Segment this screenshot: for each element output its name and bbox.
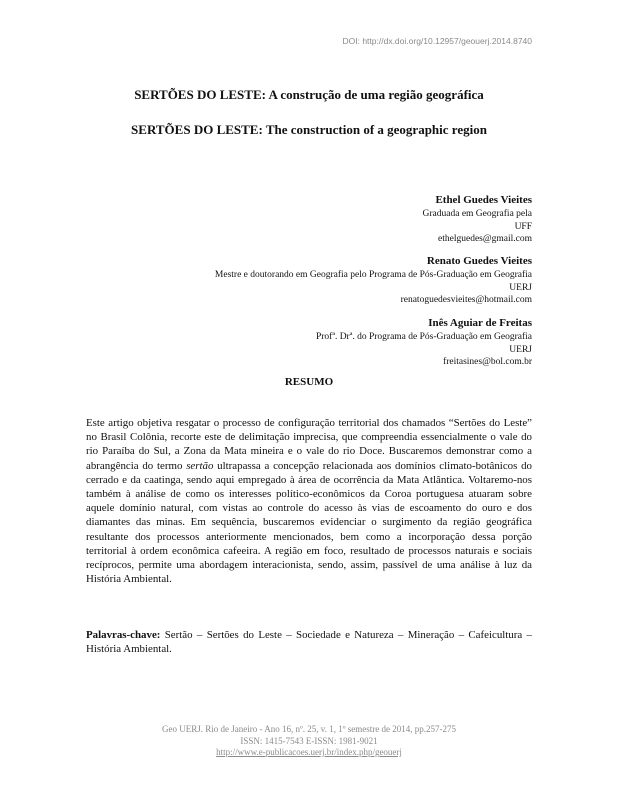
author-email: ethelguedes@gmail.com xyxy=(438,234,532,244)
abstract-text-part-2: ultrapassa a concepção relacionada aos domínios climato-botânicos do cerrado e da caatinga, sendo aqui empregado à área de ocorrência da Mata Atlântica. Voltaremo-nos também à análise de como os interesses político-econômicos da Coroa portuguesa atuaram sobre aquele domínio natural, com vistas ao controle do acesso às vias de escoamento do ouro e dos diamantes das minas. Em sequência, buscaremos evidenciar o surgimento da região geográfica resultante dos processos anteriormente mencionados, bem como a incorporação dessa porção territorial à ordem econômica cafeeira. A região em foco, resultado de processos naturais e sociais recíprocos, permite uma abordagem interacionista, sendo, assim, passível de uma análise à luz da História Ambiental. xyxy=(86,459,532,586)
abstract-paragraph xyxy=(86,416,532,586)
abstract-text-part-1: Este artigo objetiva resgatar o processo de configuração territorial dos chamados “Sertões do Leste” no Brasil Colônia, recorte este de delimitação imprecisa, que compreendia essencialmente o vale do rio Paraíba do Sul, a Zona da Mata mineira e o vale do rio Doce. Buscaremos demonstrar como a abrangência do termo xyxy=(86,417,532,472)
title-portuguese: SERTÕES DO LESTE: A construção de uma região geográfica xyxy=(134,87,484,102)
author-affiliation: Mestre e doutorando em Geografia pelo Programa de Pós-Graduação em Geografia xyxy=(214,270,532,280)
keywords-text: Sertão – Sertões do Leste – Sociedade e Natureza – Mineração – Cafeicultura – História Ambiental. xyxy=(86,629,532,656)
doi-header: DOI: http://dx.doi.org/10.12957/geouerj.2014.8740 xyxy=(342,36,532,46)
author-block-2 xyxy=(215,254,532,307)
author-block-1 xyxy=(423,193,532,246)
author-email: renatoguedesvieites@hotmail.com xyxy=(400,295,532,305)
author-name: Ethel Guedes Vieites xyxy=(435,194,532,206)
author-email: freitasines@bol.com.br xyxy=(443,357,532,367)
title-english: SERTÕES DO LESTE: The construction of a geographic region xyxy=(131,122,487,137)
author-institution: UFF xyxy=(514,221,532,232)
author-name: Renato Guedes Vieites xyxy=(426,255,532,267)
author-block-3 xyxy=(316,316,532,369)
keywords-paragraph xyxy=(86,628,532,656)
author-affiliation: Graduada em Geografia pela xyxy=(422,209,532,219)
page-footer xyxy=(0,724,618,759)
author-institution: UERJ xyxy=(509,282,532,293)
abstract-italic-term: sertão xyxy=(186,459,214,472)
abstract-heading: RESUMO xyxy=(284,376,334,388)
footer-issn: ISSN: 1415-7543 E-ISSN: 1981-9021 xyxy=(240,735,378,746)
footer-journal-link[interactable]: http://www.e-publicacoes.uerj.br/index.php/geouerj xyxy=(216,747,402,757)
author-institution: UERJ xyxy=(509,344,532,355)
author-affiliation: Profª. Drª. do Programa de Pós-Graduação em Geografia xyxy=(315,332,532,342)
footer-citation: Geo UERJ. Rio de Janeiro - Ano 16, nº. 25, v. 1, 1º semestre de 2014, pp.257-275 xyxy=(162,724,456,734)
keywords-label: Palavras-chave: xyxy=(86,629,161,641)
author-name: Inês Aguiar de Freitas xyxy=(428,317,532,329)
